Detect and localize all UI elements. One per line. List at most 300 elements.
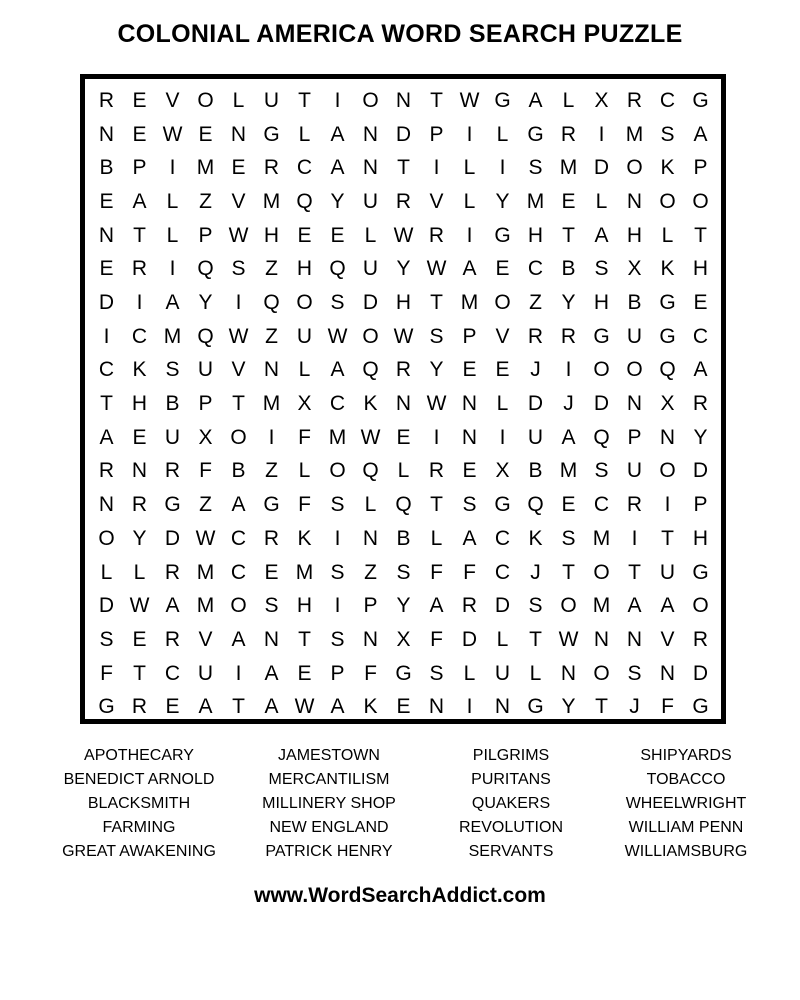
grid-letter[interactable]: M bbox=[196, 156, 215, 180]
grid-letter[interactable]: G bbox=[98, 695, 115, 719]
grid-letter[interactable]: E bbox=[264, 560, 279, 584]
grid-letter[interactable]: N bbox=[263, 358, 280, 382]
grid-letter[interactable]: N bbox=[362, 526, 379, 550]
grid-letter[interactable]: O bbox=[98, 526, 115, 550]
grid-letter[interactable]: A bbox=[330, 122, 345, 146]
grid-letter[interactable]: G bbox=[593, 324, 610, 348]
grid-letter[interactable]: S bbox=[462, 493, 477, 517]
grid-letter[interactable]: N bbox=[428, 695, 445, 719]
grid-letter[interactable]: L bbox=[562, 89, 575, 112]
grid-letter[interactable]: F bbox=[661, 695, 674, 719]
grid-letter[interactable]: S bbox=[231, 257, 246, 281]
grid-letter[interactable]: E bbox=[132, 89, 147, 112]
grid-letter[interactable]: V bbox=[198, 627, 213, 651]
grid-letter[interactable]: M bbox=[559, 156, 578, 180]
grid-letter[interactable]: J bbox=[563, 392, 574, 416]
grid-letter[interactable]: E bbox=[297, 223, 312, 247]
grid-letter[interactable]: W bbox=[459, 89, 480, 112]
grid-letter[interactable]: A bbox=[330, 695, 345, 719]
grid-letter[interactable]: G bbox=[494, 223, 511, 247]
grid-letter[interactable]: E bbox=[495, 257, 510, 281]
grid-letter[interactable]: N bbox=[395, 392, 412, 416]
grid-letter[interactable]: S bbox=[264, 594, 279, 618]
grid-letter[interactable]: Y bbox=[198, 291, 213, 315]
grid-letter[interactable]: Y bbox=[132, 526, 147, 550]
grid-letter[interactable]: A bbox=[231, 627, 246, 651]
grid-letter[interactable]: O bbox=[659, 190, 676, 214]
grid-letter[interactable]: H bbox=[593, 291, 610, 315]
grid-letter[interactable]: T bbox=[100, 392, 113, 416]
grid-letter[interactable]: T bbox=[232, 695, 245, 719]
grid-letter[interactable]: M bbox=[526, 190, 545, 214]
grid-letter[interactable]: Y bbox=[693, 425, 708, 449]
grid-letter[interactable]: O bbox=[692, 594, 709, 618]
grid-letter[interactable]: S bbox=[165, 358, 180, 382]
grid-letter[interactable]: S bbox=[594, 459, 609, 483]
grid-letter[interactable]: O bbox=[197, 89, 214, 112]
grid-letter[interactable]: W bbox=[294, 695, 315, 719]
grid-letter[interactable]: H bbox=[527, 223, 544, 247]
grid-letter[interactable]: R bbox=[560, 324, 577, 348]
grid-letter[interactable]: S bbox=[429, 324, 444, 348]
grid-letter[interactable]: K bbox=[660, 257, 675, 281]
grid-letter[interactable]: E bbox=[132, 122, 147, 146]
grid-letter[interactable]: L bbox=[166, 223, 179, 247]
grid-letter[interactable]: M bbox=[196, 560, 215, 584]
grid-letter[interactable]: Q bbox=[527, 493, 544, 517]
grid-letter[interactable]: I bbox=[631, 526, 638, 550]
grid-letter[interactable]: N bbox=[362, 122, 379, 146]
grid-letter[interactable]: L bbox=[463, 661, 476, 685]
grid-letter[interactable]: W bbox=[393, 223, 414, 247]
grid-letter[interactable]: E bbox=[297, 661, 312, 685]
grid-letter[interactable]: G bbox=[494, 89, 511, 112]
grid-letter[interactable]: I bbox=[334, 526, 341, 550]
grid-letter[interactable]: K bbox=[528, 526, 543, 550]
grid-letter[interactable]: R bbox=[164, 560, 181, 584]
grid-letter[interactable]: R bbox=[461, 594, 478, 618]
grid-letter[interactable]: E bbox=[330, 223, 345, 247]
grid-letter[interactable]: P bbox=[429, 122, 444, 146]
grid-letter[interactable]: N bbox=[494, 695, 511, 719]
grid-letter[interactable]: P bbox=[330, 661, 345, 685]
grid-letter[interactable]: A bbox=[429, 594, 444, 618]
grid-letter[interactable]: I bbox=[136, 291, 143, 315]
grid-letter[interactable]: F bbox=[298, 425, 311, 449]
grid-letter[interactable]: M bbox=[262, 392, 281, 416]
grid-letter[interactable]: Z bbox=[199, 190, 212, 214]
grid-letter[interactable]: A bbox=[528, 89, 543, 112]
grid-letter[interactable]: A bbox=[561, 425, 576, 449]
grid-letter[interactable]: N bbox=[626, 190, 643, 214]
grid-letter[interactable]: G bbox=[164, 493, 181, 517]
grid-letter[interactable]: G bbox=[395, 661, 412, 685]
grid-letter[interactable]: P bbox=[198, 392, 213, 416]
grid-letter[interactable]: O bbox=[494, 291, 511, 315]
grid-letter[interactable]: U bbox=[494, 661, 511, 685]
grid-letter[interactable]: N bbox=[362, 156, 379, 180]
grid-letter[interactable]: U bbox=[263, 89, 280, 112]
grid-letter[interactable]: T bbox=[133, 223, 146, 247]
grid-letter[interactable]: D bbox=[494, 594, 511, 618]
grid-letter[interactable]: R bbox=[131, 493, 148, 517]
grid-letter[interactable]: I bbox=[565, 358, 572, 382]
grid-letter[interactable]: L bbox=[298, 122, 311, 146]
grid-letter[interactable]: E bbox=[462, 358, 477, 382]
grid-letter[interactable]: T bbox=[298, 627, 311, 651]
grid-letter[interactable]: D bbox=[527, 392, 544, 416]
grid-letter[interactable]: W bbox=[426, 257, 447, 281]
grid-letter[interactable]: P bbox=[363, 594, 378, 618]
grid-letter[interactable]: I bbox=[268, 425, 275, 449]
grid-letter[interactable]: N bbox=[98, 223, 115, 247]
grid-letter[interactable]: X bbox=[594, 89, 609, 112]
grid-letter[interactable]: C bbox=[230, 526, 247, 550]
grid-letter[interactable]: A bbox=[330, 156, 345, 180]
letter-grid[interactable] bbox=[90, 84, 717, 719]
grid-letter[interactable]: I bbox=[499, 156, 506, 180]
grid-letter[interactable]: O bbox=[560, 594, 577, 618]
grid-letter[interactable]: O bbox=[296, 291, 313, 315]
grid-letter[interactable]: Q bbox=[329, 257, 346, 281]
grid-letter[interactable]: I bbox=[235, 661, 242, 685]
grid-letter[interactable]: J bbox=[530, 358, 541, 382]
grid-letter[interactable]: I bbox=[103, 324, 110, 348]
grid-letter[interactable]: X bbox=[198, 425, 213, 449]
grid-letter[interactable]: T bbox=[232, 392, 245, 416]
grid-letter[interactable]: R bbox=[428, 223, 445, 247]
grid-letter[interactable]: D bbox=[395, 122, 412, 146]
grid-letter[interactable]: C bbox=[593, 493, 610, 517]
grid-letter[interactable]: B bbox=[99, 156, 114, 180]
grid-letter[interactable]: G bbox=[494, 493, 511, 517]
grid-letter[interactable]: U bbox=[197, 661, 214, 685]
grid-letter[interactable]: N bbox=[263, 627, 280, 651]
grid-letter[interactable]: T bbox=[430, 493, 443, 517]
grid-letter[interactable]: R bbox=[131, 695, 148, 719]
grid-letter[interactable]: T bbox=[430, 291, 443, 315]
grid-letter[interactable]: N bbox=[560, 661, 577, 685]
grid-letter[interactable]: I bbox=[235, 291, 242, 315]
grid-letter[interactable]: T bbox=[661, 526, 674, 550]
grid-letter[interactable]: L bbox=[463, 190, 476, 214]
grid-letter[interactable]: R bbox=[395, 358, 412, 382]
grid-letter[interactable]: F bbox=[430, 560, 443, 584]
grid-letter[interactable]: V bbox=[231, 190, 246, 214]
grid-letter[interactable]: B bbox=[528, 459, 543, 483]
grid-letter[interactable]: U bbox=[626, 459, 643, 483]
grid-letter[interactable]: R bbox=[131, 257, 148, 281]
grid-letter[interactable]: A bbox=[165, 291, 180, 315]
grid-letter[interactable]: S bbox=[330, 291, 345, 315]
grid-letter[interactable]: J bbox=[629, 695, 640, 719]
grid-letter[interactable]: C bbox=[296, 156, 313, 180]
grid-letter[interactable]: D bbox=[362, 291, 379, 315]
grid-letter[interactable]: C bbox=[494, 560, 511, 584]
grid-letter[interactable]: L bbox=[364, 223, 377, 247]
grid-letter[interactable]: U bbox=[197, 358, 214, 382]
grid-letter[interactable]: A bbox=[462, 526, 477, 550]
grid-letter[interactable]: L bbox=[298, 358, 311, 382]
grid-letter[interactable]: U bbox=[164, 425, 181, 449]
grid-letter[interactable]: I bbox=[664, 493, 671, 517]
grid-letter[interactable]: G bbox=[659, 324, 676, 348]
grid-letter[interactable]: T bbox=[529, 627, 542, 651]
grid-letter[interactable]: B bbox=[165, 392, 180, 416]
grid-letter[interactable]: S bbox=[660, 122, 675, 146]
grid-letter[interactable]: H bbox=[626, 223, 643, 247]
grid-letter[interactable]: E bbox=[396, 425, 411, 449]
grid-letter[interactable]: C bbox=[659, 89, 676, 112]
grid-letter[interactable]: D bbox=[98, 594, 115, 618]
grid-letter[interactable]: M bbox=[295, 560, 314, 584]
grid-letter[interactable]: D bbox=[593, 156, 610, 180]
grid-letter[interactable]: V bbox=[165, 89, 180, 112]
grid-letter[interactable]: I bbox=[433, 156, 440, 180]
grid-letter[interactable]: U bbox=[659, 560, 676, 584]
grid-letter[interactable]: V bbox=[231, 358, 246, 382]
grid-letter[interactable]: L bbox=[463, 156, 476, 180]
grid-letter[interactable]: Q bbox=[593, 425, 610, 449]
grid-letter[interactable]: C bbox=[131, 324, 148, 348]
grid-letter[interactable]: Z bbox=[529, 291, 542, 315]
grid-letter[interactable]: Z bbox=[265, 257, 278, 281]
grid-letter[interactable]: O bbox=[692, 190, 709, 214]
footer-website[interactable]: www.WordSearchAddict.com bbox=[254, 884, 546, 907]
grid-letter[interactable]: N bbox=[395, 89, 412, 112]
grid-letter[interactable]: S bbox=[528, 594, 543, 618]
grid-letter[interactable]: F bbox=[364, 661, 377, 685]
grid-letter[interactable]: B bbox=[396, 526, 411, 550]
grid-letter[interactable]: F bbox=[430, 627, 443, 651]
grid-letter[interactable]: Q bbox=[395, 493, 412, 517]
grid-letter[interactable]: Y bbox=[561, 695, 576, 719]
grid-letter[interactable]: E bbox=[132, 425, 147, 449]
grid-letter[interactable]: K bbox=[363, 392, 378, 416]
grid-letter[interactable]: Y bbox=[429, 358, 444, 382]
grid-letter[interactable]: E bbox=[198, 122, 213, 146]
grid-letter[interactable]: R bbox=[626, 493, 643, 517]
grid-letter[interactable]: H bbox=[692, 257, 709, 281]
grid-letter[interactable]: N bbox=[461, 392, 478, 416]
grid-letter[interactable]: O bbox=[593, 358, 610, 382]
grid-letter[interactable]: A bbox=[132, 190, 147, 214]
grid-letter[interactable]: M bbox=[262, 190, 281, 214]
grid-letter[interactable]: F bbox=[463, 560, 476, 584]
grid-letter[interactable]: C bbox=[164, 661, 181, 685]
grid-letter[interactable]: G bbox=[263, 493, 280, 517]
grid-letter[interactable]: R bbox=[692, 392, 709, 416]
grid-letter[interactable]: M bbox=[592, 526, 611, 550]
grid-letter[interactable]: R bbox=[395, 190, 412, 214]
grid-letter[interactable]: S bbox=[594, 257, 609, 281]
grid-letter[interactable]: Q bbox=[197, 257, 214, 281]
grid-letter[interactable]: D bbox=[98, 291, 115, 315]
grid-letter[interactable]: O bbox=[593, 661, 610, 685]
grid-letter[interactable]: E bbox=[99, 257, 114, 281]
grid-letter[interactable]: B bbox=[627, 291, 642, 315]
grid-letter[interactable]: N bbox=[626, 627, 643, 651]
grid-letter[interactable]: T bbox=[562, 560, 575, 584]
grid-letter[interactable]: W bbox=[129, 594, 150, 618]
grid-letter[interactable]: G bbox=[527, 695, 544, 719]
grid-letter[interactable]: M bbox=[196, 594, 215, 618]
grid-letter[interactable]: G bbox=[659, 291, 676, 315]
grid-letter[interactable]: O bbox=[626, 358, 643, 382]
grid-letter[interactable]: P bbox=[462, 324, 477, 348]
grid-letter[interactable]: O bbox=[329, 459, 346, 483]
grid-letter[interactable]: W bbox=[228, 324, 249, 348]
grid-letter[interactable]: L bbox=[496, 627, 509, 651]
grid-letter[interactable]: N bbox=[362, 627, 379, 651]
grid-letter[interactable]: A bbox=[231, 493, 246, 517]
grid-letter[interactable]: I bbox=[334, 89, 341, 112]
grid-letter[interactable]: R bbox=[560, 122, 577, 146]
grid-letter[interactable]: T bbox=[430, 89, 443, 112]
grid-letter[interactable]: W bbox=[162, 122, 183, 146]
grid-letter[interactable]: L bbox=[496, 122, 509, 146]
grid-letter[interactable]: W bbox=[360, 425, 381, 449]
grid-letter[interactable]: A bbox=[99, 425, 114, 449]
grid-letter[interactable]: X bbox=[660, 392, 675, 416]
grid-letter[interactable]: V bbox=[660, 627, 675, 651]
grid-letter[interactable]: J bbox=[530, 560, 541, 584]
grid-letter[interactable]: L bbox=[595, 190, 608, 214]
grid-letter[interactable]: Q bbox=[296, 190, 313, 214]
grid-letter[interactable]: I bbox=[499, 425, 506, 449]
grid-letter[interactable]: I bbox=[169, 156, 176, 180]
grid-letter[interactable]: X bbox=[297, 392, 312, 416]
grid-letter[interactable]: S bbox=[627, 661, 642, 685]
grid-letter[interactable]: E bbox=[561, 190, 576, 214]
grid-letter[interactable]: C bbox=[230, 560, 247, 584]
grid-letter[interactable]: N bbox=[659, 425, 676, 449]
grid-letter[interactable]: S bbox=[396, 560, 411, 584]
grid-letter[interactable]: L bbox=[430, 526, 443, 550]
grid-letter[interactable]: O bbox=[362, 89, 379, 112]
grid-letter[interactable]: F bbox=[199, 459, 212, 483]
grid-letter[interactable]: X bbox=[627, 257, 642, 281]
grid-letter[interactable]: Q bbox=[362, 358, 379, 382]
grid-letter[interactable]: M bbox=[559, 459, 578, 483]
grid-letter[interactable]: D bbox=[461, 627, 478, 651]
grid-letter[interactable]: R bbox=[263, 526, 280, 550]
grid-letter[interactable]: K bbox=[297, 526, 312, 550]
grid-letter[interactable]: E bbox=[561, 493, 576, 517]
grid-letter[interactable]: W bbox=[327, 324, 348, 348]
grid-letter[interactable]: S bbox=[330, 627, 345, 651]
grid-letter[interactable]: C bbox=[98, 358, 115, 382]
grid-letter[interactable]: H bbox=[263, 223, 280, 247]
grid-letter[interactable]: P bbox=[693, 156, 708, 180]
grid-letter[interactable]: M bbox=[460, 291, 479, 315]
grid-letter[interactable]: X bbox=[495, 459, 510, 483]
grid-letter[interactable]: I bbox=[466, 223, 473, 247]
grid-letter[interactable]: A bbox=[198, 695, 213, 719]
grid-letter[interactable]: O bbox=[230, 425, 247, 449]
grid-letter[interactable]: T bbox=[694, 223, 707, 247]
grid-letter[interactable]: C bbox=[494, 526, 511, 550]
grid-letter[interactable]: A bbox=[594, 223, 609, 247]
grid-letter[interactable]: S bbox=[561, 526, 576, 550]
grid-letter[interactable]: R bbox=[98, 459, 115, 483]
grid-letter[interactable]: T bbox=[133, 661, 146, 685]
grid-letter[interactable]: B bbox=[561, 257, 576, 281]
grid-letter[interactable]: H bbox=[296, 257, 313, 281]
grid-letter[interactable]: R bbox=[527, 324, 544, 348]
grid-letter[interactable]: I bbox=[433, 425, 440, 449]
grid-letter[interactable]: K bbox=[363, 695, 378, 719]
grid-letter[interactable]: I bbox=[169, 257, 176, 281]
grid-letter[interactable]: S bbox=[330, 493, 345, 517]
grid-letter[interactable]: L bbox=[298, 459, 311, 483]
grid-letter[interactable]: Q bbox=[197, 324, 214, 348]
grid-letter[interactable]: L bbox=[364, 493, 377, 517]
grid-letter[interactable]: O bbox=[230, 594, 247, 618]
grid-letter[interactable]: Z bbox=[265, 324, 278, 348]
grid-letter[interactable]: C bbox=[329, 392, 346, 416]
grid-letter[interactable]: Y bbox=[495, 190, 510, 214]
grid-letter[interactable]: W bbox=[195, 526, 216, 550]
grid-letter[interactable]: N bbox=[626, 392, 643, 416]
grid-letter[interactable]: B bbox=[231, 459, 246, 483]
grid-letter[interactable]: W bbox=[426, 392, 447, 416]
grid-letter[interactable]: D bbox=[164, 526, 181, 550]
grid-letter[interactable]: R bbox=[164, 627, 181, 651]
grid-letter[interactable]: V bbox=[495, 324, 510, 348]
grid-letter[interactable]: P bbox=[132, 156, 147, 180]
grid-letter[interactable]: Z bbox=[265, 459, 278, 483]
grid-letter[interactable]: E bbox=[165, 695, 180, 719]
grid-letter[interactable]: Y bbox=[396, 594, 411, 618]
grid-letter[interactable]: G bbox=[527, 122, 544, 146]
grid-letter[interactable]: I bbox=[334, 594, 341, 618]
grid-letter[interactable]: N bbox=[461, 425, 478, 449]
grid-letter[interactable]: X bbox=[396, 627, 411, 651]
grid-letter[interactable]: K bbox=[660, 156, 675, 180]
grid-letter[interactable]: E bbox=[462, 459, 477, 483]
grid-letter[interactable]: O bbox=[593, 560, 610, 584]
grid-letter[interactable]: L bbox=[232, 89, 245, 112]
grid-letter[interactable]: C bbox=[527, 257, 544, 281]
grid-letter[interactable]: Z bbox=[364, 560, 377, 584]
grid-letter[interactable]: K bbox=[132, 358, 147, 382]
grid-letter[interactable]: F bbox=[298, 493, 311, 517]
grid-letter[interactable]: Y bbox=[396, 257, 411, 281]
grid-letter[interactable]: E bbox=[396, 695, 411, 719]
grid-letter[interactable]: H bbox=[131, 392, 148, 416]
grid-letter[interactable]: W bbox=[393, 324, 414, 348]
grid-letter[interactable]: R bbox=[692, 627, 709, 651]
grid-letter[interactable]: E bbox=[132, 627, 147, 651]
grid-letter[interactable]: I bbox=[466, 122, 473, 146]
grid-letter[interactable]: A bbox=[693, 122, 708, 146]
grid-letter[interactable]: N bbox=[593, 627, 610, 651]
grid-letter[interactable]: N bbox=[98, 493, 115, 517]
grid-letter[interactable]: E bbox=[495, 358, 510, 382]
grid-letter[interactable]: O bbox=[626, 156, 643, 180]
grid-letter[interactable]: D bbox=[692, 459, 709, 483]
grid-letter[interactable]: M bbox=[625, 122, 644, 146]
grid-letter[interactable]: R bbox=[164, 459, 181, 483]
grid-letter[interactable]: T bbox=[628, 560, 641, 584]
grid-letter[interactable]: E bbox=[231, 156, 246, 180]
grid-letter[interactable]: U bbox=[527, 425, 544, 449]
grid-letter[interactable]: L bbox=[529, 661, 542, 685]
grid-letter[interactable]: G bbox=[692, 560, 709, 584]
grid-letter[interactable]: A bbox=[660, 594, 675, 618]
grid-letter[interactable]: A bbox=[462, 257, 477, 281]
